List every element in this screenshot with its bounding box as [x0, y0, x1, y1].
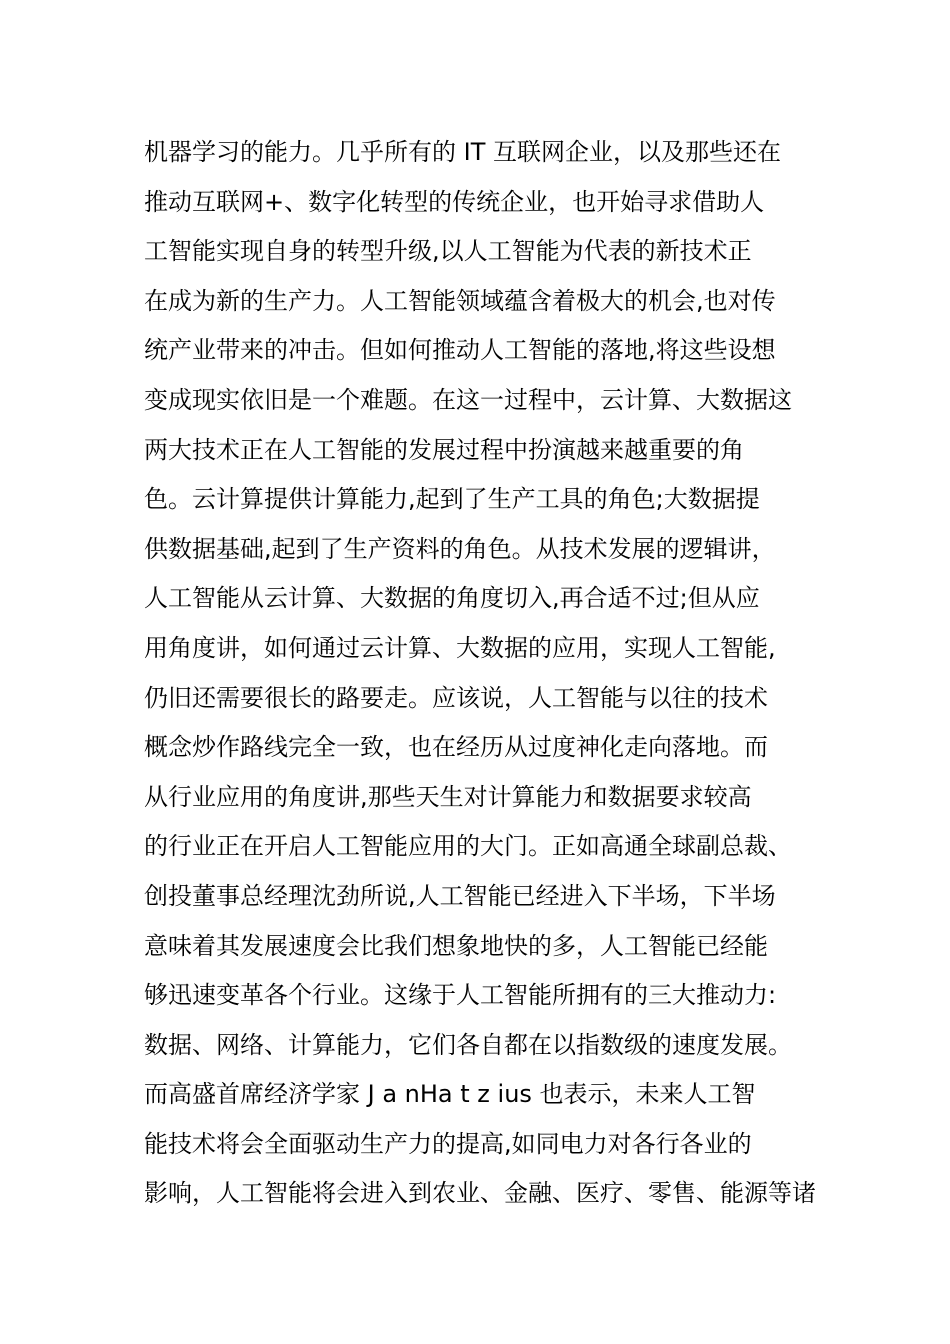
text-line: 用角度讲，如何通过云计算、大数据的应用，实现人工智能,: [144, 633, 776, 662]
text-line: 两大技术正在人工智能的发展过程中扮演越来越重要的角: [144, 435, 744, 464]
text-line: 的行业正在开启人工智能应用的大门。正如高通全球副总裁、: [144, 832, 792, 861]
text-line: 色。云计算提供计算能力,起到了生产工具的角色;大数据提: [144, 485, 760, 514]
text-line: 概念炒作路线完全一致，也在经历从过度神化走向落地。而: [144, 733, 768, 762]
text-line: 工智能实现自身的转型升级,以人工智能为代表的新技术正: [144, 237, 752, 266]
text-line: 影响，人工智能将会进入到农业、金融、医疗、零售、能源等诸: [144, 1179, 816, 1208]
text-line: 数据、网络、计算能力，它们各自都在以指数级的速度发展。: [144, 1030, 792, 1059]
text-line: 供数据基础,起到了生产资料的角色。从技术发展的逻辑讲，: [144, 534, 776, 563]
body-text: [144, 128, 844, 1219]
text-line: 机器学习的能力。几乎所有的 IT 互联网企业，以及那些还在: [144, 138, 781, 166]
text-line: 统产业带来的冲击。但如何推动人工智能的落地,将这些设想: [144, 336, 776, 365]
text-line: 人工智能从云计算、大数据的角度切入,再合适不过;但从应: [144, 584, 760, 613]
text-line: 能技术将会全面驱动生产力的提高,如同电力对各行各业的: [144, 1129, 752, 1158]
text-line: 意味着其发展速度会比我们想象地快的多，人工智能已经能: [144, 931, 768, 960]
text-line: 而高盛首席经济学家 J a nHa t z ius 也表示，未来人工智: [144, 1080, 756, 1109]
text-line: 从行业应用的角度讲,那些天生对计算能力和数据要求较高: [144, 782, 752, 811]
text-line: 创投董事总经理沈劲所说,人工智能已经进入下半场，下半场: [144, 881, 776, 910]
text-line: 变成现实依旧是一个难题。在这一过程中，云计算、大数据这: [144, 385, 792, 414]
text-line: 推动互联网+、数字化转型的传统企业，也开始寻求借助人: [144, 187, 765, 216]
text-line: 够迅速变革各个行业。这缘于人工智能所拥有的三大推动力:: [144, 981, 777, 1010]
text-line: 仍旧还需要很长的路要走。应该说，人工智能与以往的技术: [144, 683, 768, 712]
text-line: 在成为新的生产力。人工智能领域蕴含着极大的机会,也对传: [144, 286, 776, 315]
